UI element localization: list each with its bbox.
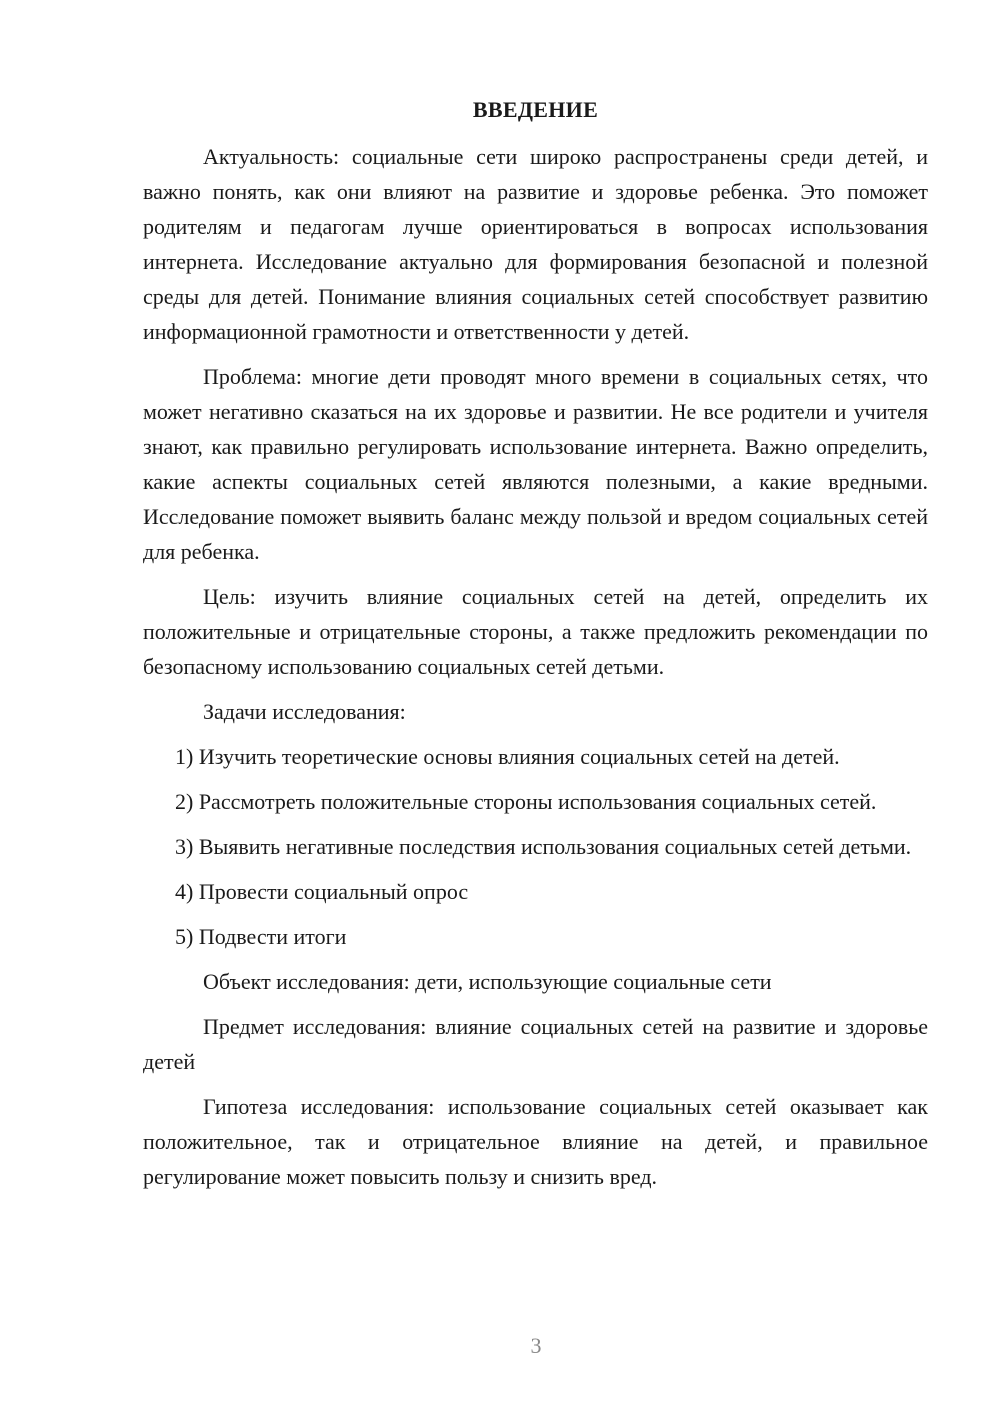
list-item: 2) Рассмотреть положительные стороны использования социальных сетей. (175, 789, 877, 814)
list-item: 4) Провести социальный опрос (175, 879, 469, 904)
goal-paragraph: Цель: изучить влияние социальных сетей на детей, определить их положительные и отрицательные стороны, а также предложить рекомендации по безопасному использованию социальных сетей детьми. (143, 584, 928, 679)
object-paragraph: Объект исследования: дети, использующие социальные сети (203, 969, 772, 994)
list-item: 3) Выявить негативные последствия использования социальных сетей детьми. (175, 834, 912, 859)
page-title: ВВЕДЕНИЕ (472, 97, 599, 122)
relevance-paragraph: Актуальность: социальные сети широко распространены среди детей, и важно понять, как они влияют на развитие и здоровье ребенка. Это поможет родителям и педагогам лучше ориентироваться в вопросах использования интернета. Исследование актуально для формирования безопасной и полезной среды для детей. Понимание влияния социальных сетей способствует развитию информационной грамотности и ответственности у детей. (143, 144, 928, 344)
subject-paragraph: Предмет исследования: влияние социальных сетей на развитие и здоровье детей (143, 1014, 928, 1074)
tasks-list (143, 739, 928, 954)
document-page (143, 92, 928, 1194)
hypothesis-paragraph: Гипотеза исследования: использование социальных сетей оказывает как положительное, так и отрицательное влияние на детей, и правильное регулирование может повысить пользу и снизить вред. (143, 1094, 928, 1189)
list-item: 1) Изучить теоретические основы влияния социальных сетей на детей. (175, 744, 840, 769)
page-number: 3 (530, 1333, 542, 1358)
list-item: 5) Подвести итоги (175, 924, 347, 949)
tasks-heading: Задачи исследования: (203, 699, 406, 724)
problem-paragraph: Проблема: многие дети проводят много времени в социальных сетях, что может негативно сказаться на их здоровье и развитии. Не все родители и учителя знают, как правильно регулировать использование интернета. Важно определить, какие аспекты социальных сетей являются полезными, а какие вредными. Исследование поможет выявить баланс между пользой и вредом социальных сетей для ребенка. (143, 364, 928, 564)
